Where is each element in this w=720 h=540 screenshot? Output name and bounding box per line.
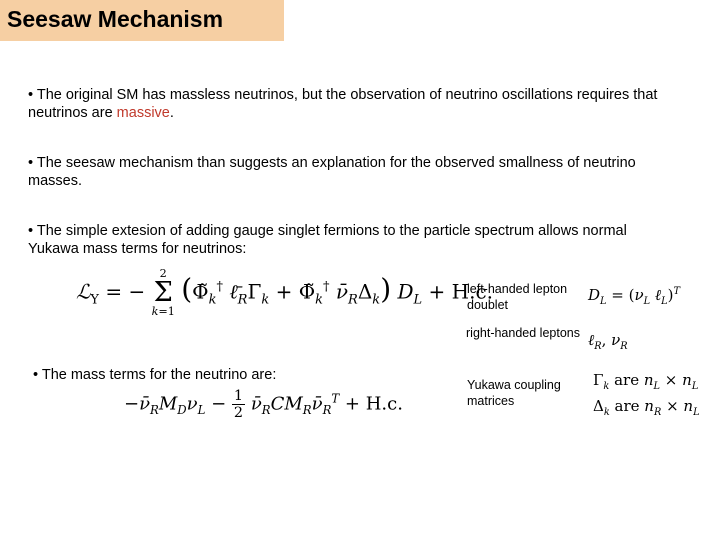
neutrino-mass-equation: $-\nū_RM_D\nu_L$ − $\frac{1}{2}$ $\nū_RCM_R\nū_R^T + H.c$. xyxy=(124,388,403,421)
page-title: Seesaw Mechanism xyxy=(7,6,224,32)
bullet-gauge-singlet: • The simple extesion of adding gauge singlet fermions to the particle spectrum allows normal Yukawa mass terms for neutrinos: xyxy=(28,223,627,257)
bullet-massless-neutrinos xyxy=(28,86,678,122)
massive-highlight: massive xyxy=(116,105,170,121)
title-banner xyxy=(0,0,284,41)
bullet-period: . xyxy=(169,105,174,121)
note-yukawa-matrices: Yukawa coupling matrices xyxy=(467,378,561,408)
lepton-doublet-definition: $D_L = (\nu_L$ ℓ$_L$)$^T$ xyxy=(588,286,680,307)
delta-dimension: $\Delta_k$ are $n_R \times n_L$ xyxy=(593,397,700,418)
yukawa-lagrangian-equation: ℒ$_Y$ = − 2 Σ k=1 ($\Phĩ_k^\dagger$ $\ell̄_R\Gamma_k$ + $\Phĩ_k^\dagger$ $\nū_R\Delta_k$) $D_L + H.c$. xyxy=(76,267,494,319)
bullet-seesaw-explanation: • The seesaw mechanism than suggests an explanation for the observed smallness of neutrino masses. xyxy=(28,155,636,189)
bullet-mass-terms: • The mass terms for the neutrino are: xyxy=(33,367,277,383)
gamma-dimension: $\Gamma_k$ are $n_L \times n_L$ xyxy=(593,371,699,392)
note-left-handed-doublet: left-handed lepton doublet xyxy=(467,282,568,312)
right-handed-leptons-symbols: ℓ$_R$, $\nu_R$ xyxy=(588,331,628,352)
note-right-handed-leptons: right-handed leptons xyxy=(466,326,580,340)
bullet-text: • The original SM has massless neutrinos, but the observation of neutrino oscillations requires that neutrinos are xyxy=(28,87,658,121)
